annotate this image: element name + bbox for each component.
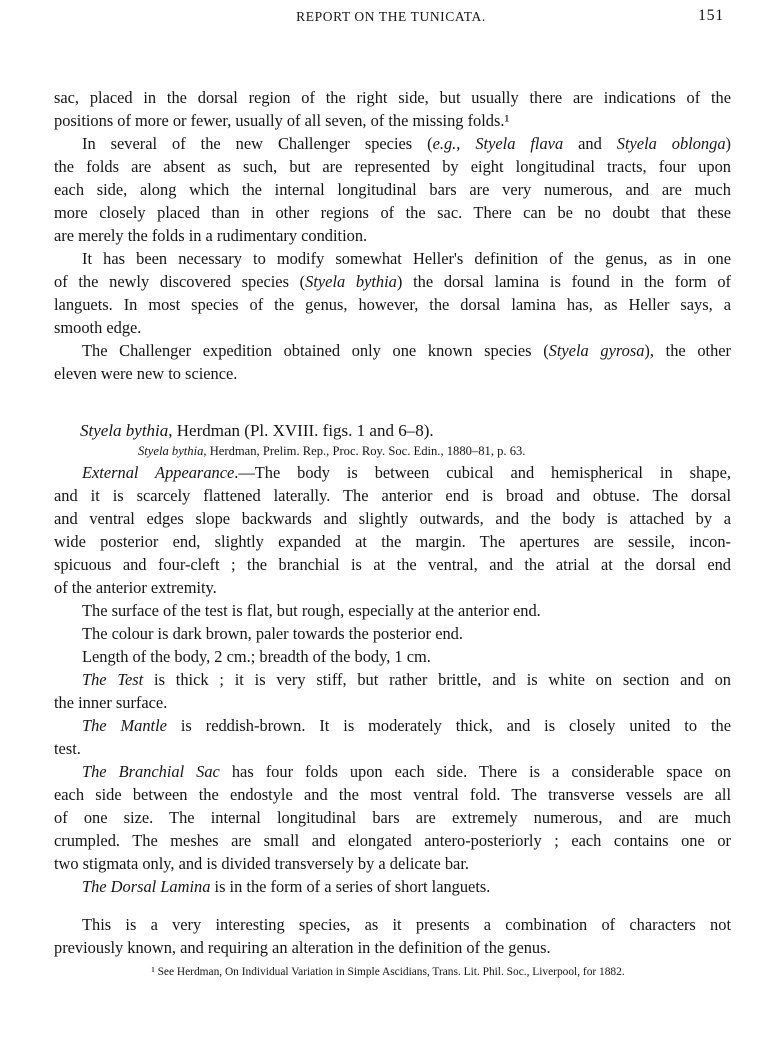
text-line [54,247,731,270]
paragraph [54,875,731,898]
paragraph [54,132,731,247]
text-line [54,783,731,806]
text-run: two stigmata only, and is divided transversely by a delicate bar. [54,854,469,873]
text-run: This is a very interesting species, as it presents a combination of characters not [82,915,731,934]
closing-paragraph [54,913,731,959]
text-run: is in the form of a series of short languets. [210,877,491,896]
italic-text: The Test [82,670,144,689]
text-line [54,461,731,484]
paragraph [54,247,731,339]
text-line [54,714,731,737]
text-run: and ventral edges slope backwards and slightly outwards, and the body is attached by a [54,509,731,528]
text-run: ), the other [644,341,732,360]
text-run: , Herdman (Pl. XVIII. figs. 1 and 6–8). [168,421,434,440]
intro-text [54,86,731,385]
text-line [54,691,731,714]
paragraph [54,913,731,959]
text-line [54,645,731,668]
text-line [54,484,731,507]
species-citation [138,441,525,461]
text-line [54,270,731,293]
species-description [54,461,731,898]
text-run: , Herdman, Prelim. Rep., Proc. Roy. Soc. Edin., 1880–81, p. 63. [203,444,526,458]
text-line [54,362,731,385]
text-run: ) [725,134,731,153]
text-line [54,806,731,829]
italic-text: Styela bythia [80,421,169,440]
text-run: ) the dorsal lamina is found in the form of [396,272,731,291]
text-run: crumpled. The meshes are small and elongated antero-posteriorly ; each contains one or [54,831,731,850]
text-run: has four folds upon each side. There is a considerable space on [219,762,731,781]
text-run: sac, placed in the dorsal region of the right side, but usually there are indications of the [54,88,731,107]
italic-text: e.g., Styela flava [432,134,564,153]
paragraph [54,714,731,760]
text-line [54,936,731,959]
text-line [54,599,731,622]
text-line [54,339,731,362]
text-run: positions of more or fewer, usually of all seven, of the missing folds.¹ [54,111,510,130]
page-number: 151 [698,7,724,24]
italic-text: Styela oblonga [616,134,726,153]
paragraph [54,599,731,622]
text-line [54,178,731,201]
text-run: of the anterior extremity. [54,578,217,597]
text-run: spicuous and four-cleft ; the branchial is at the ventral, and the atrial at the dorsal end [54,555,731,574]
footnote: ¹ See Herdman, On Individual Variation in Simple Ascidians, Trans. Lit. Phil. Soc., Liverpool, for 1882. [151,966,625,978]
text-line [54,530,731,553]
text-run: wide posterior end, slightly expanded at the margin. The apertures are sessile, incon- [54,532,731,551]
text-run: The surface of the test is flat, but rough, especially at the anterior end. [82,601,541,620]
text-line [54,576,731,599]
running-title: REPORT ON THE TUNICATA. [296,9,486,24]
text-run: the inner surface. [54,693,168,712]
italic-text: The Dorsal Lamina [82,877,211,896]
text-line [54,132,731,155]
text-run: Length of the body, 2 cm.; breadth of the body, 1 cm. [82,647,431,666]
text-run: test. [54,739,81,758]
text-run: is thick ; it is very stiff, but rather brittle, and is white on section and on [143,670,731,689]
italic-text: The Mantle [82,716,167,735]
text-run: is reddish-brown. It is moderately thick, and is closely united to the [166,716,731,735]
text-run: are merely the folds in a rudimentary condition. [54,226,368,245]
text-line [54,86,731,109]
text-run: of the newly discovered species ( [54,272,306,291]
paragraph [54,622,731,645]
text-line [54,201,731,224]
text-run: eleven were new to science. [54,364,238,383]
text-run: each side, along which the internal longitudinal bars are very numerous, and are much [54,180,731,199]
text-run: The colour is dark brown, paler towards the posterior end. [82,624,463,643]
text-run: of one size. The internal longitudinal bars are extremely numerous, and are much [54,808,731,827]
text-run: The Challenger expedition obtained only one known species ( [82,341,549,360]
paragraph [54,760,731,875]
text-run: It has been necessary to modify somewhat Heller's definition of the genus, as in one [82,249,731,268]
paragraph [54,339,731,385]
italic-text: External Appearance [82,463,235,482]
text-line [54,553,731,576]
species-heading [80,419,434,442]
text-run: .—The body is between cubical and hemispherical in shape, [234,463,731,482]
text-line [54,760,731,783]
text-line [54,913,731,936]
text-line [54,224,731,247]
text-run: and [563,134,617,153]
text-run: each side between the endostyle and the most ventral fold. The transverse vessels are all [54,785,731,804]
text-run: previously known, and requiring an alteration in the definition of the genus. [54,938,551,957]
text-line [54,668,731,691]
italic-text: Styela gyrosa [548,341,645,360]
text-line [54,293,731,316]
text-line [54,737,731,760]
italic-text: Styela bythia [138,444,204,458]
paragraph [54,645,731,668]
paragraph [54,668,731,714]
text-run: the folds are absent as such, but are represented by eight longitudinal tracts, four upon [54,157,731,176]
italic-text: Styela bythia [305,272,397,291]
text-run: and it is scarcely flattened laterally. The anterior end is broad and obtuse. The dorsal [54,486,731,505]
paragraph [54,86,731,132]
paragraph [54,461,731,599]
text-line [54,155,731,178]
text-run: smooth edge. [54,318,142,337]
italic-text: The Branchial Sac [82,762,220,781]
text-line [54,316,731,339]
text-run: languets. In most species of the genus, however, the dorsal lamina has, as Heller says, a [54,295,731,314]
text-line [54,829,731,852]
text-line [54,875,731,898]
text-run: In several of the new Challenger species ( [82,134,433,153]
text-line [54,852,731,875]
text-line [54,507,731,530]
text-line [54,109,731,132]
text-line [54,622,731,645]
text-run: more closely placed than in other regions of the sac. There can be no doubt that these [54,203,731,222]
